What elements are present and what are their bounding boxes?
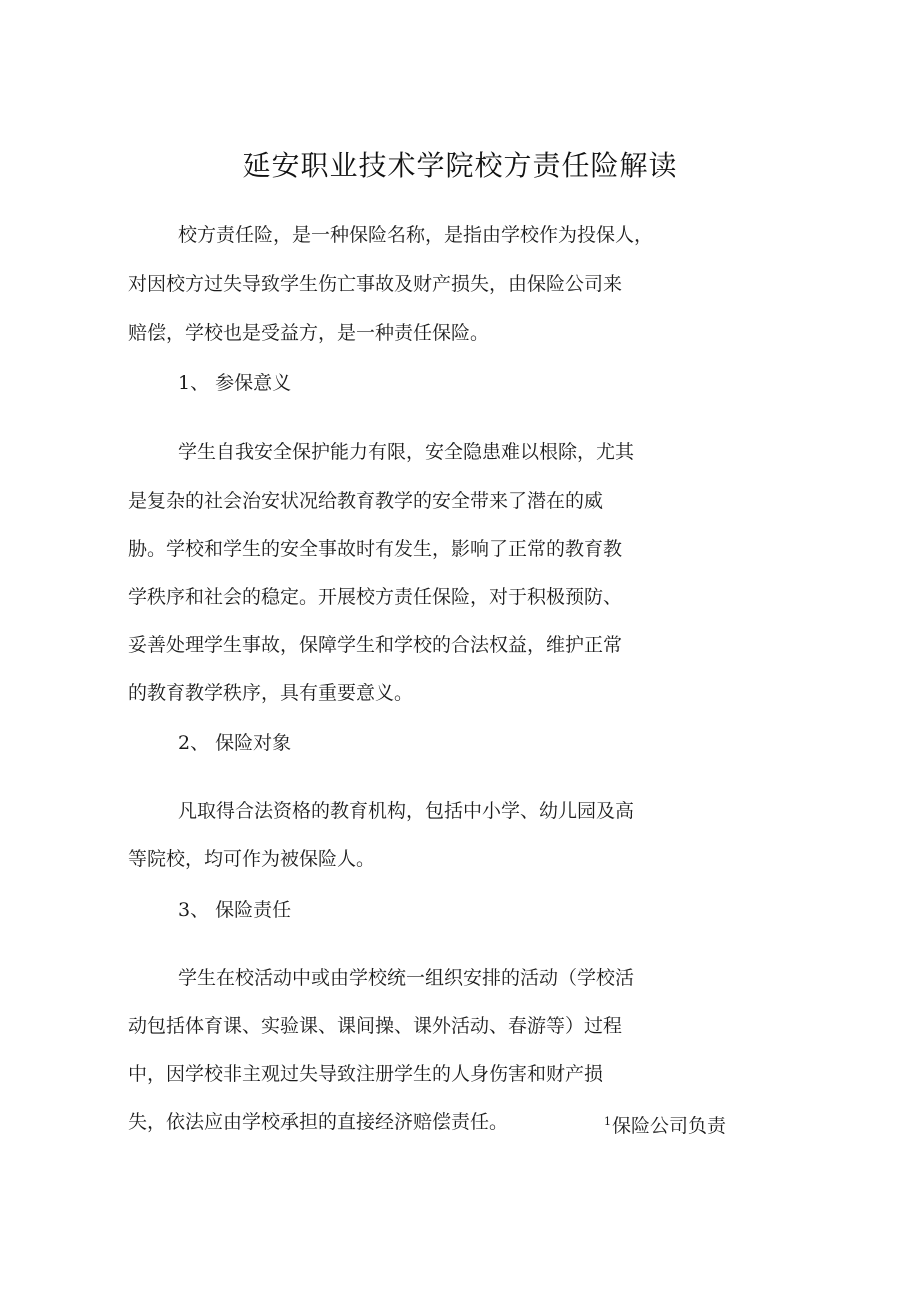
section2-line-1: 凡取得合法资格的教育机构，包括中小学、幼儿园及高 (178, 800, 635, 822)
section3-line-2: 动包括体育课、实验课、课间操、课外活动、春游等）过程 (128, 1015, 623, 1037)
section2-line-2: 等院校，均可作为被保险人。 (128, 848, 376, 870)
section3-trailing (604, 1108, 726, 1140)
section2-heading: 2、 保险对象 (178, 732, 292, 754)
section1-line-1: 学生自我安全保护能力有限，安全隐患难以根除，尤其 (178, 441, 635, 463)
intro-line-3: 赔偿，学校也是受益方，是一种责任保险。 (128, 322, 490, 344)
section1-line-5: 妥善处理学生事故，保障学生和学校的合法权益，维护正常 (128, 634, 623, 656)
section3-trailing-text: 保险公司负责 (612, 1115, 727, 1137)
footnote-mark: 1 (604, 1115, 611, 1128)
section1-line-3: 胁。学校和学生的安全事故时有发生，影响了正常的教育教 (128, 538, 623, 560)
intro-line-2: 对因校方过失导致学生伤亡事故及财产损失，由保险公司来 (128, 273, 623, 295)
section3-line-4: 失，依法应由学校承担的直接经济赔偿责任。 (128, 1111, 509, 1133)
section1-line-6: 的教育教学秩序，具有重要意义。 (128, 682, 414, 704)
intro-line-1: 校方责任险，是一种保险名称，是指由学校作为投保人， (178, 224, 654, 246)
section3-line-3: 中，因学校非主观过失导致注册学生的人身伤害和财产损 (128, 1063, 604, 1085)
section3-line-1: 学生在校活动中或由学校统一组织安排的活动（学校活 (178, 967, 635, 989)
section3-heading: 3、 保险责任 (178, 899, 292, 921)
document-title: 延安职业技术学院校方责任险解读 (242, 149, 678, 182)
section1-line-2: 是复杂的社会治安状况给教育教学的安全带来了潜在的威 (128, 490, 604, 512)
section1-line-4: 学秩序和社会的稳定。开展校方责任保险，对于积极预防、 (128, 586, 623, 608)
section1-heading: 1、 参保意义 (178, 372, 292, 394)
